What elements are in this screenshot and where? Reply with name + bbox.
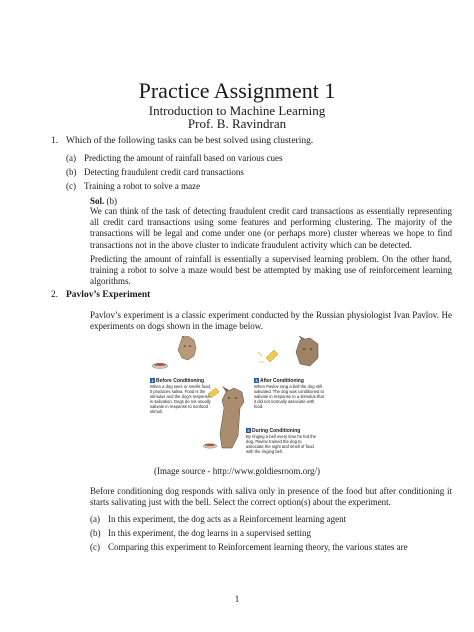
course-subtitle: Introduction to Machine Learning xyxy=(148,103,326,118)
q2-option-c-label: (c) xyxy=(90,542,100,552)
solution-label: Sol. xyxy=(90,196,105,206)
after-conditioning-text: When Pavlov rang a bell the dog still salivated. The dog was conditioned to salivate in response to a stimulus that it did not normally associate with food. xyxy=(254,384,324,409)
q2-option-a-text: In this experiment, the dog acts as a Reinforcement learning agent xyxy=(108,514,347,524)
during-food-bowl-icon xyxy=(203,444,217,449)
before-conditioning-text: When a dog sees or smells food, it produces saliva. Food is the stimulus and the dog’s response is salivation. Dogs do not usually salivate in response to nonfood stimuli. xyxy=(150,384,211,414)
during-conditioning-panel xyxy=(246,428,318,454)
solution-answer: (b) xyxy=(106,196,118,206)
after-number-badge: 3 xyxy=(255,378,258,383)
after-conditioning-title: After Conditioning xyxy=(260,378,304,384)
figure-caption: (Image source - http://www.goldiesroom.org/) xyxy=(154,466,320,476)
q2-body: Before conditioning dog responds with saliva only in presence of the food but after conditioning it starts salivating just with the bell. Select the correct option(s) about the experiment. xyxy=(90,486,452,508)
question-2-heading: Pavlov’s Experiment xyxy=(66,290,151,300)
q1-option-a-text: Predicting the amount of rainfall based on various cues xyxy=(84,153,283,163)
q1-option-c-text: Training a robot to solve a maze xyxy=(84,181,201,191)
question-2-number: 2. xyxy=(51,290,59,300)
q1-option-a-label: (a) xyxy=(66,153,76,163)
before-dog-icon xyxy=(178,336,196,360)
page-number: 1 xyxy=(234,594,240,604)
after-dog-icon xyxy=(296,336,318,366)
q2-intro: Pavlov’s experiment is a classic experiment conducted by the Russian physiologist Ivan Pavlov. He experiments on dogs shown in the image below. xyxy=(90,310,452,332)
author-name: Prof. B. Ravindran xyxy=(187,116,287,131)
after-bell-icon xyxy=(258,350,278,362)
question-1-number: 1. xyxy=(51,136,59,146)
during-dog-icon xyxy=(220,386,244,448)
q2-option-a-label: (a) xyxy=(90,514,100,524)
q1-option-b-label: (b) xyxy=(66,167,77,177)
q2-option-b-text: In this experiment, the dog learns in a supervised setting xyxy=(108,528,311,538)
during-conditioning-text: By ringing a bell every time he fed the dog, Pavlov trained the dog to associate the sight and smell of food with the ringing bell. xyxy=(246,434,317,454)
before-conditioning-panel xyxy=(150,378,212,414)
before-conditioning-title: Before Conditioning xyxy=(156,378,205,384)
q1-option-c-label: (c) xyxy=(66,181,76,191)
during-number-badge: 2 xyxy=(247,428,250,433)
q1-option-b-text: Detecting fraudulent credit card transactions xyxy=(84,167,244,177)
pavlov-experiment-figure xyxy=(150,336,325,460)
q1-explanation-2: Predicting the amount of rainfall is essentially a supervised learning problem. On the other hand, training a robot to solve a maze would best be attempted by making use of reinforcement learning algorithms. xyxy=(90,254,452,287)
page-title: Practice Assignment 1 xyxy=(138,78,336,103)
before-food-bowl-icon xyxy=(152,363,168,369)
question-1-text: Which of the following tasks can be best solved using clustering. xyxy=(66,136,314,146)
after-conditioning-panel xyxy=(254,378,324,409)
q2-option-b-label: (b) xyxy=(90,528,101,538)
during-conditioning-title: During Conditioning xyxy=(252,428,301,434)
q2-option-c-text: Comparing this experiment to Reinforcement learning theory, the various states are xyxy=(108,542,408,552)
before-number-badge: 1 xyxy=(151,378,154,383)
q1-explanation-1: We can think of the task of detecting fraudulent credit card transactions as essentially representing all credit card transactions using some features and performing clustering. The majority of the transactions will be legal and come under one (or perhaps more) cluster whereas we hope to find transactions not in the above cluster to indicate fraudulent activity which can be detected. xyxy=(90,206,452,250)
